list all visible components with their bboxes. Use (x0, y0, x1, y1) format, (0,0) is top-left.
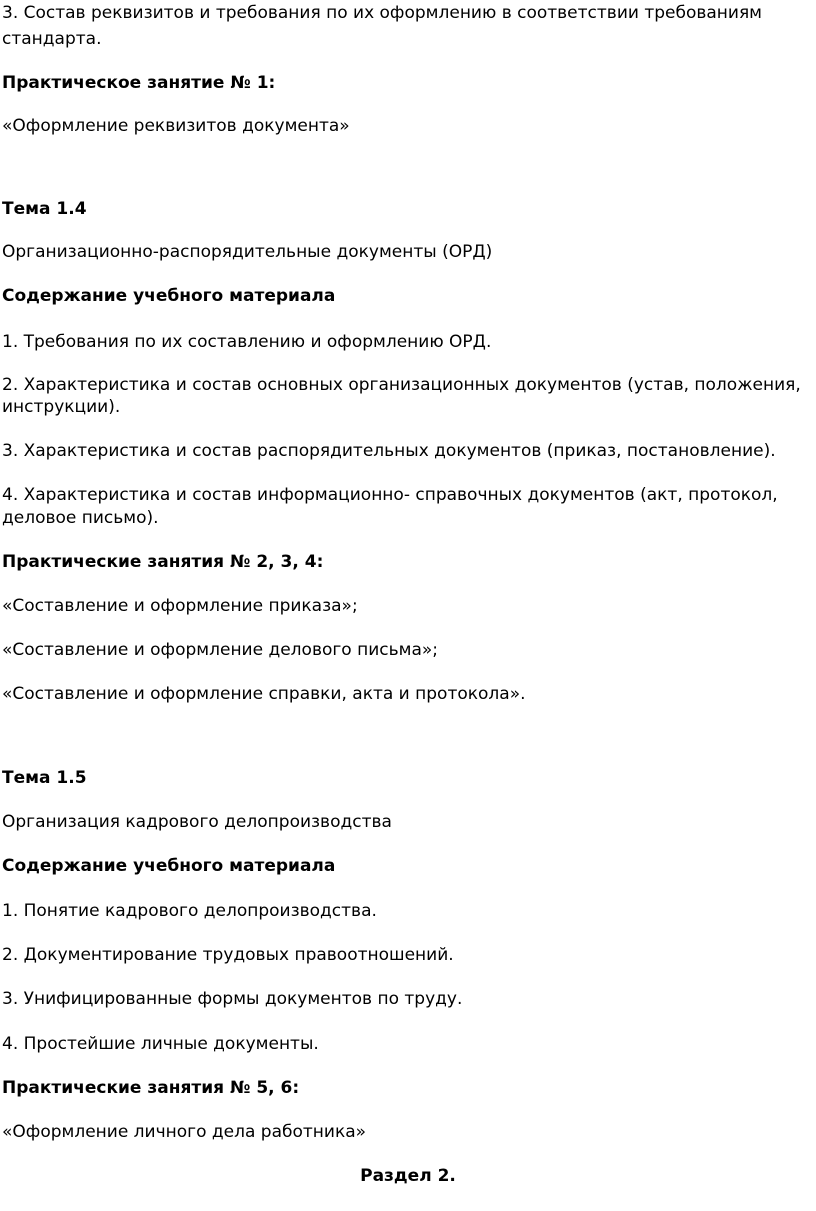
topic-heading: Тема 1.4 (2, 199, 87, 219)
content-heading: Содержание учебного материала (2, 856, 336, 876)
list-item: 4. Простейшие личные документы. (2, 1034, 319, 1054)
topic-title: Организация кадрового делопроизводства (2, 812, 392, 832)
practical-lesson-title: «Составление и оформление приказа»; (2, 596, 358, 616)
list-item: 3. Унифицированные формы документов по труду. (2, 989, 463, 1009)
section-heading: Раздел 2. (360, 1166, 456, 1186)
list-item: 3. Состав реквизитов и требования по их оформлению в соответствии требованиям (2, 3, 763, 23)
practical-lessons-heading: Практические занятия № 5, 6: (2, 1078, 300, 1098)
list-item: 1. Требования по их составлению и оформлению ОРД. (2, 332, 492, 352)
practical-lesson-heading: Практическое занятие № 1: (2, 73, 276, 93)
topic-title: Организационно-распорядительные документы (ОРД) (2, 242, 493, 262)
practical-lessons-heading: Практические занятия № 2, 3, 4: (2, 552, 324, 572)
list-item: 4. Характеристика и состав информационно- справочных документов (акт, протокол, (2, 485, 778, 505)
practical-lesson-title: «Оформление реквизитов документа» (2, 116, 350, 136)
list-item-continuation: инструкции). (2, 397, 121, 417)
content-heading: Содержание учебного материала (2, 286, 336, 306)
topic-heading: Тема 1.5 (2, 768, 87, 788)
list-item: 2. Документирование трудовых правоотношений. (2, 945, 454, 965)
list-item: 2. Характеристика и состав основных организационных документов (устав, положения, (2, 375, 801, 395)
practical-lesson-title: «Оформление личного дела работника» (2, 1122, 367, 1142)
list-item-continuation: деловое письмо). (2, 508, 159, 528)
practical-lesson-title: «Составление и оформление делового письма»; (2, 640, 438, 660)
list-item: 3. Характеристика и состав распорядительных документов (приказ, постановление). (2, 441, 776, 461)
list-item-continuation: стандарта. (2, 29, 102, 49)
practical-lesson-title: «Составление и оформление справки, акта и протокола». (2, 684, 526, 704)
list-item: 1. Понятие кадрового делопроизводства. (2, 901, 377, 921)
